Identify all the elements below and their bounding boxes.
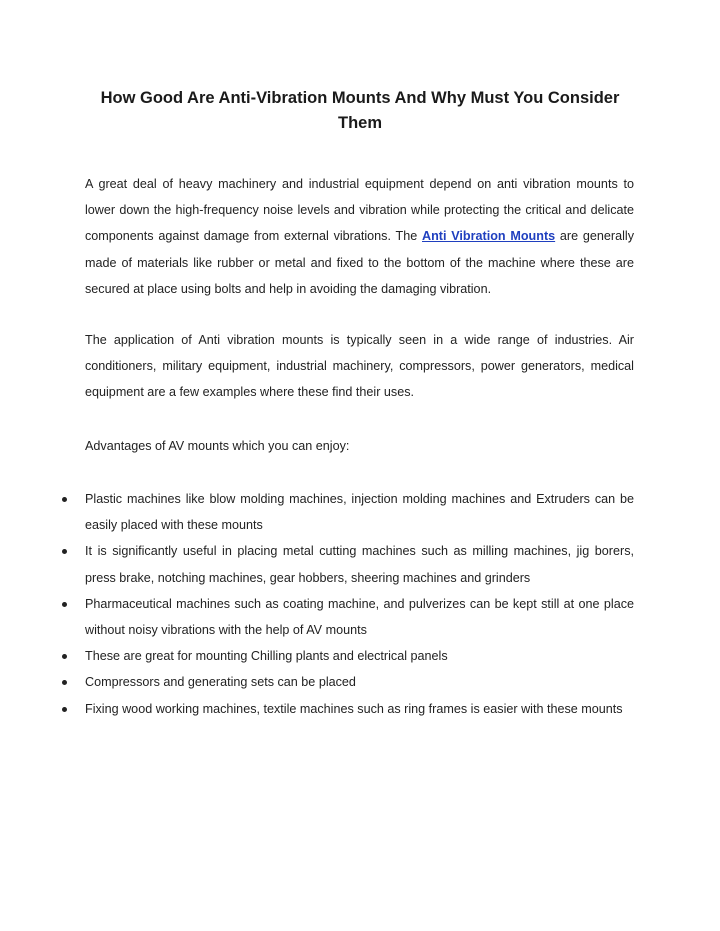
list-item-text: Compressors and generating sets can be placed — [85, 675, 356, 690]
bullet-icon — [62, 602, 67, 607]
list-item-text: It is significantly useful in placing metal cutting machines such as milling machines, jig borers, press brake, notching machines, gear hobbers, sheering machines and grinders — [85, 544, 634, 585]
list-item — [0, 643, 634, 669]
advantages-heading: Advantages of AV mounts which you can enjoy: — [85, 439, 350, 453]
intro-text-after-link: are generally made of materials like rubber or metal and fixed to the bottom of the machine where these are secured at place using bolts and help in avoiding the damaging vibration. — [85, 229, 634, 296]
list-item-text: Plastic machines like blow molding machines, injection molding machines and Extruders can be easily placed with these mounts — [85, 492, 634, 533]
list-item — [0, 538, 634, 590]
list-item-text: Pharmaceutical machines such as coating machine, and pulverizes can be kept still at one place without noisy vibrations with the help of AV mounts — [85, 596, 634, 638]
anti-vibration-mounts-link[interactable]: Anti Vibration Mounts — [422, 229, 556, 244]
applications-paragraph: The application of Anti vibration mounts is typically seen in a wide range of industries. Air conditioners, military equipment, industrial machinery, compressors, power generators, medical equipment are a few examples where these find their uses. — [85, 333, 634, 400]
list-item — [0, 696, 634, 722]
bullet-icon — [62, 680, 67, 685]
list-item — [0, 591, 634, 643]
list-item — [0, 669, 634, 695]
bullet-icon — [62, 497, 67, 502]
page-title: How Good Are Anti-Vibration Mounts And Why Must You Consider Them — [100, 89, 620, 132]
bullet-icon — [62, 549, 67, 554]
bullet-icon — [62, 654, 67, 659]
intro-text-before-link: A great deal of heavy machinery and industrial equipment depend on anti vibration mounts to lower down the high-frequency noise levels and vibration while protecting the critical and delicate components against damage from external vibrations. The — [85, 177, 634, 244]
bullet-icon — [62, 707, 67, 712]
advantages-list — [0, 486, 634, 722]
list-item — [0, 486, 634, 538]
intro-paragraph — [85, 171, 634, 302]
list-item-text: These are great for mounting Chilling plants and electrical panels — [85, 649, 448, 664]
list-item-text: Fixing wood working machines, textile machines such as ring frames is easier with these mounts — [85, 701, 623, 716]
